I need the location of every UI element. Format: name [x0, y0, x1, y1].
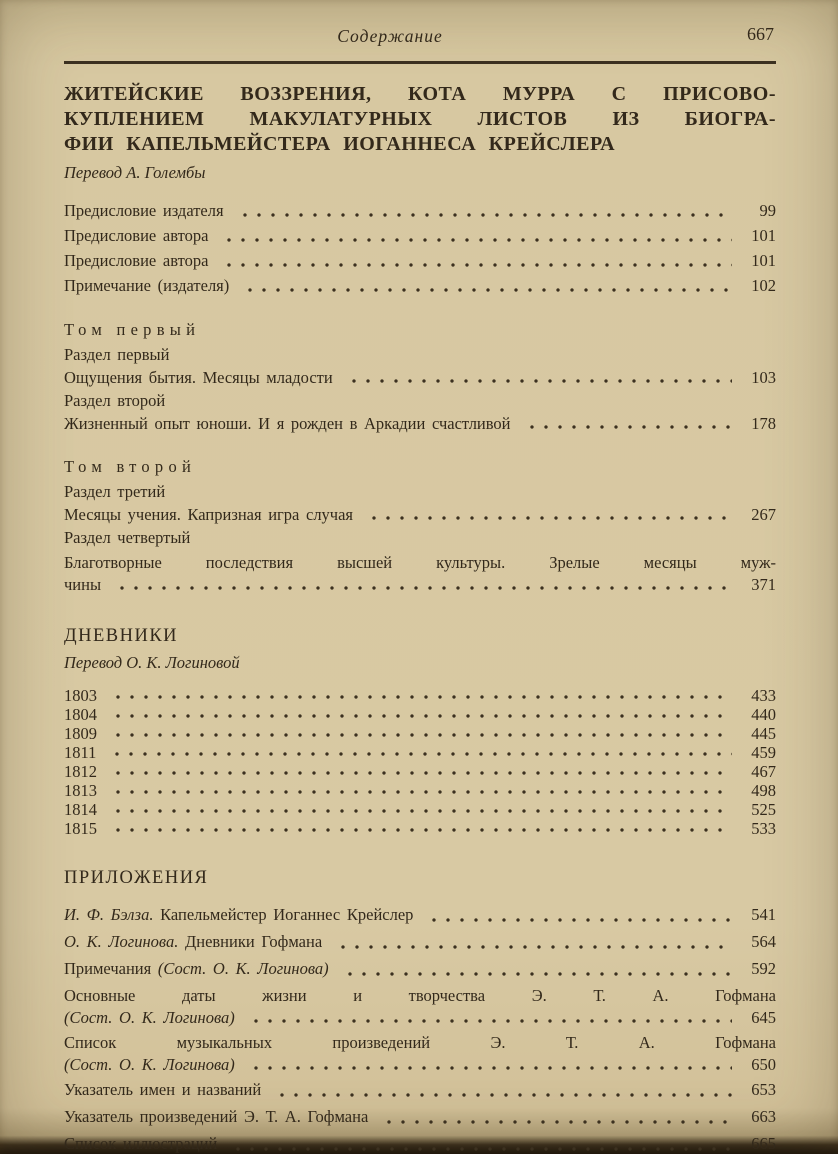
- entry-title: [64, 928, 322, 955]
- dot-leader: [367, 515, 732, 521]
- toc-entry: [64, 762, 776, 781]
- toc-entry: [64, 503, 776, 526]
- toc-entry: [64, 412, 776, 435]
- toc-entry-two-line: [64, 549, 776, 596]
- entry-title: 1803: [64, 686, 97, 705]
- volume-heading: Том второй: [64, 457, 197, 476]
- dot-leader: [347, 378, 732, 384]
- book-title-line: ФИИ КАПЕЛЬМЕЙСТЕРА ИОГАННЕСА КРЕЙСЛЕРА: [64, 133, 616, 155]
- dot-leader: [231, 1146, 732, 1152]
- entry-page-number: 525: [751, 800, 776, 819]
- entry-title: Примечание (издателя): [64, 276, 230, 295]
- diaries-section: [64, 626, 776, 838]
- dot-leader: [111, 770, 732, 776]
- dot-leader: [525, 424, 732, 430]
- toc-front-matter: [64, 198, 776, 298]
- toc-entry: [64, 955, 776, 982]
- entry-page-number: 101: [751, 251, 776, 270]
- dot-leader: [222, 262, 732, 268]
- toc-entry: [64, 1054, 776, 1076]
- entry-title: Предисловие автора: [64, 251, 209, 270]
- entry-title: 1811: [64, 743, 97, 762]
- entry-title: 1804: [64, 705, 97, 724]
- entry-page-number: 178: [751, 414, 776, 433]
- entry-title: 1809: [64, 724, 97, 743]
- toc-entry: [64, 198, 776, 223]
- toc-entry: [64, 724, 776, 743]
- dot-leader: [275, 1092, 732, 1098]
- entry-title: Указатель имен и названий: [64, 1080, 262, 1099]
- dot-leader: [249, 1065, 732, 1071]
- entry-title-line-1: Основные даты жизни и творчества Э. Т. А. Гофмана: [64, 986, 776, 1005]
- toc-entry: [64, 1007, 776, 1029]
- entry-page-number: 665: [751, 1134, 776, 1153]
- entry-page-number: 103: [751, 368, 776, 387]
- dot-leader: [243, 287, 732, 293]
- entry-compiler: (Сост. О. К. Логинова): [64, 1055, 235, 1074]
- header-rule: [64, 61, 776, 64]
- toc-entry: [64, 273, 776, 298]
- dot-leader: [111, 789, 732, 795]
- dot-leader: [382, 1119, 732, 1125]
- section-heading-diaries: ДНЕВНИКИ: [64, 626, 179, 646]
- translator-credit: Перевод О. К. Логиновой: [64, 653, 240, 672]
- entry-title: [64, 955, 329, 982]
- toc-entry-two-line: [64, 1029, 776, 1076]
- entry-title: Месяцы учения. Капризная игра случая: [64, 505, 354, 524]
- entry-page-number: 102: [751, 276, 776, 295]
- toc-entry: [64, 1076, 776, 1103]
- running-header-title: Содержание: [337, 26, 443, 46]
- entry-page-number: 101: [751, 226, 776, 245]
- entry-text: Примечания: [64, 959, 152, 978]
- section-heading-appendices: ПРИЛОЖЕНИЯ: [64, 868, 209, 888]
- entry-title: Предисловие автора: [64, 226, 209, 245]
- entry-title-line-2: [64, 1054, 235, 1076]
- entry-page-number: 459: [751, 743, 776, 762]
- dot-leader: [115, 585, 732, 591]
- entry-compiler: (Сост. О. К. Логинова): [157, 959, 329, 978]
- dot-leader: [111, 808, 732, 814]
- entry-title-line-1: Благотворные последствия высшей культуры. Зрелые месяцы муж-: [64, 553, 776, 572]
- entry-title-line-1: Список музыкальных произведений Э. Т. А. Гофмана: [64, 1033, 776, 1052]
- dot-leader: [343, 971, 732, 977]
- book-title: [64, 82, 776, 157]
- toc-entry: [64, 1130, 776, 1154]
- dot-leader: [111, 713, 732, 719]
- entry-title: 1815: [64, 819, 97, 838]
- dot-leader: [222, 237, 732, 243]
- entry-author: О. К. Логинова.: [64, 932, 179, 951]
- volume-heading: Том первый: [64, 320, 201, 339]
- entry-page-number: 498: [751, 781, 776, 800]
- volume-2-block: [64, 453, 776, 596]
- toc-entry: [64, 705, 776, 724]
- running-header: [64, 26, 776, 52]
- entry-title: Указатель произведений Э. Т. А. Гофмана: [64, 1107, 369, 1126]
- diaries-entries: [64, 686, 776, 838]
- entry-title: 1812: [64, 762, 97, 781]
- appendices-section: [64, 868, 776, 1154]
- entry-page-number: 99: [759, 201, 776, 220]
- entry-title: Жизненный опыт юноши. И я рожден в Аркадии счастливой: [64, 414, 511, 433]
- entry-page-number: 645: [751, 1008, 776, 1027]
- entry-title: Предисловие издателя: [64, 201, 224, 220]
- entry-page-number: 467: [751, 762, 776, 781]
- part-heading: Раздел третий: [64, 482, 166, 501]
- dot-leader: [336, 944, 732, 950]
- translator-credit: Перевод А. Голембы: [64, 163, 206, 182]
- entry-page-number: 592: [751, 959, 776, 978]
- toc-entry: [64, 574, 776, 596]
- entry-page-number: 267: [751, 505, 776, 524]
- toc-entry: [64, 800, 776, 819]
- entry-page-number: 650: [751, 1055, 776, 1074]
- entry-text: Дневники Гофмана: [184, 932, 323, 951]
- toc-entry: [64, 366, 776, 389]
- entry-title: Список иллюстраций: [64, 1134, 218, 1153]
- toc-entry: [64, 928, 776, 955]
- part-heading: Раздел четвертый: [64, 528, 191, 547]
- toc-entry-two-line: [64, 982, 776, 1029]
- dot-leader: [238, 212, 732, 218]
- entry-compiler: (Сост. О. К. Логинова): [64, 1008, 235, 1027]
- book-title-line: КУПЛЕНИЕМ МАКУЛАТУРНЫХ ЛИСТОВ ИЗ БИОГРА-: [64, 108, 776, 130]
- dot-leader: [111, 732, 732, 738]
- part-heading: Раздел второй: [64, 391, 166, 410]
- toc-entry: [64, 248, 776, 273]
- dot-leader: [427, 917, 732, 923]
- entry-title: 1814: [64, 800, 97, 819]
- toc-entry: [64, 901, 776, 928]
- dot-leader: [111, 827, 732, 833]
- appendices-entries: [64, 901, 776, 1154]
- entry-page-number: 564: [751, 932, 776, 951]
- entry-text: Капельмейстер Иоганнес Крейслер: [160, 905, 414, 924]
- entry-author: И. Ф. Бэлза.: [64, 905, 154, 924]
- entry-title: Ощущения бытия. Месяцы младости: [64, 368, 333, 387]
- entry-page-number: 440: [751, 705, 776, 724]
- entry-page-number: 371: [751, 575, 776, 594]
- dot-leader: [110, 751, 732, 757]
- entry-page-number: 663: [751, 1107, 776, 1126]
- toc-entry: [64, 1103, 776, 1130]
- part-heading: Раздел первый: [64, 345, 170, 364]
- entry-page-number: 533: [751, 819, 776, 838]
- page-number: 667: [747, 24, 774, 44]
- toc-entry: [64, 819, 776, 838]
- entry-page-number: 433: [751, 686, 776, 705]
- toc-entry: [64, 781, 776, 800]
- entry-title-line-2: [64, 1007, 235, 1029]
- toc-entry: [64, 743, 776, 762]
- entry-page-number: 653: [751, 1080, 776, 1099]
- dot-leader: [249, 1018, 732, 1024]
- entry-page-number: 445: [751, 724, 776, 743]
- entry-title: 1813: [64, 781, 97, 800]
- book-title-line: ЖИТЕЙСКИЕ ВОЗЗРЕНИЯ, КОТА МУРРА С ПРИСОВО-: [64, 83, 776, 105]
- dot-leader: [111, 694, 732, 700]
- volume-1-block: [64, 316, 776, 435]
- entry-title-line-2: чины: [64, 575, 102, 594]
- entry-title: [64, 901, 413, 928]
- entry-page-number: 541: [751, 905, 776, 924]
- toc-entry: [64, 223, 776, 248]
- toc-entry: [64, 686, 776, 705]
